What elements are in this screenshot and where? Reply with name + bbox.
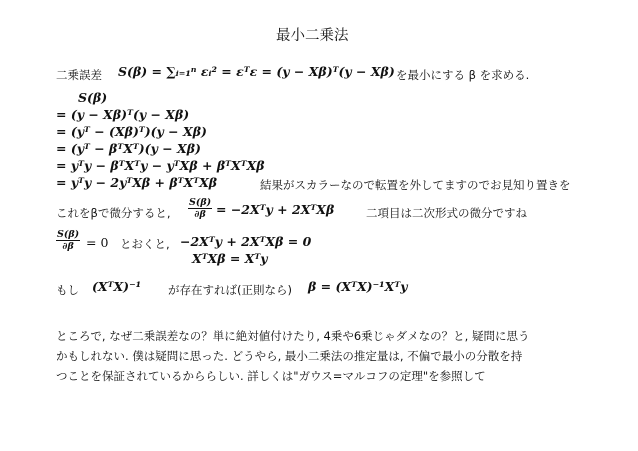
closing-paragraph: [56, 326, 576, 386]
page-title: 最小二乗法: [276, 28, 349, 44]
fraction-numerator: S(β): [189, 197, 212, 208]
derivation-line-4: = yᵀy − βᵀXᵀy − yᵀXβ + βᵀXᵀXβ: [56, 158, 265, 173]
solution-middle: が存在すれば(正則なら): [168, 283, 292, 297]
solution-inverse: (XᵀX)⁻¹: [92, 279, 142, 294]
differentiate-result: = −2Xᵀy + 2XᵀXβ: [216, 202, 335, 217]
closing-line-1: ところで, なぜ二乗誤差なの？単に絶対値付けたり, 4乗や6乗じゃダメなの？と, 疑問に思う: [56, 329, 530, 343]
definition-label: 二乗誤差: [56, 68, 102, 82]
derivation-line-1: = (y − Xβ)ᵀ(y − Xβ): [56, 107, 190, 122]
setzero-middle: とおくと,: [120, 237, 170, 251]
closing-line-2: かもしれない. 僕は疑問に思った. どうやら, 最小二乗法の推定量は, 不偏で最小の分散を持: [56, 349, 523, 363]
solution-prefix: もし: [56, 283, 79, 297]
fraction-denominator: ∂β: [62, 241, 74, 252]
normal-equation-line-1: −2Xᵀy + 2XᵀXβ = 0: [180, 234, 312, 249]
derivation-note: 結果がスカラーなので転置を外してますのでお見知り置きを: [260, 178, 571, 192]
derivation-line-0: S(β): [78, 90, 108, 105]
fraction-numerator: S(β): [57, 229, 80, 240]
derivation-line-5: = yᵀy − 2yᵀXβ + βᵀXᵀXβ: [56, 175, 218, 190]
differentiate-note: 二項目は二次形式の微分ですね: [366, 206, 527, 220]
setzero-equals: = 0: [86, 235, 109, 250]
definition-suffix: を最小にする β を求める.: [396, 68, 530, 82]
definition-formula: S(β) = ∑ᵢ₌₁ⁿ εᵢ² = εᵀε = (y − Xβ)ᵀ(y − Xβ): [118, 64, 395, 79]
derivation-line-2: = (yᵀ − (Xβ)ᵀ)(y − Xβ): [56, 124, 207, 139]
differentiate-prefix: これをβで微分すると,: [56, 206, 171, 220]
normal-equation-line-2: XᵀXβ = Xᵀy: [192, 251, 268, 266]
derivation-line-3: = (yᵀ − βᵀXᵀ)(y − Xβ): [56, 141, 201, 156]
setzero-fraction: [56, 229, 80, 252]
derivative-fraction: [188, 197, 212, 220]
solution-result: β = (XᵀX)⁻¹Xᵀy: [308, 279, 408, 294]
closing-line-3: つことを保証されているかららしい. 詳しくは"ガウス=マルコフの定理"を参照して: [56, 369, 486, 383]
fraction-denominator: ∂β: [194, 209, 206, 220]
